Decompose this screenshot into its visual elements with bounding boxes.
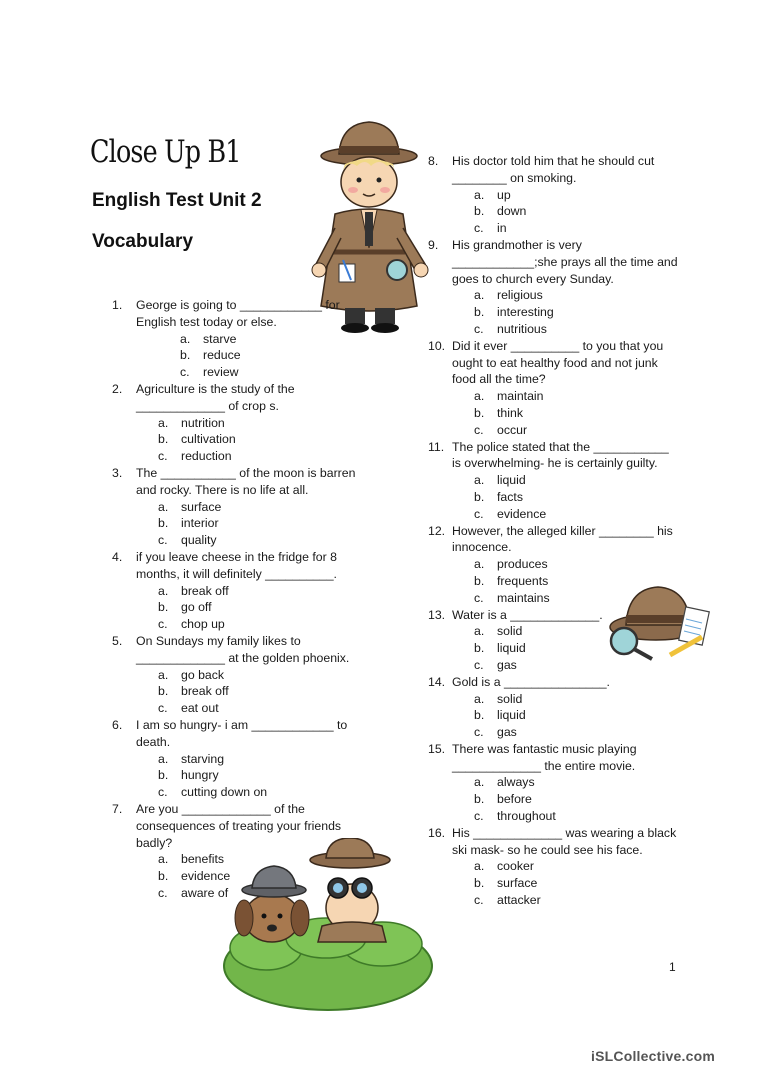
option-text: reduce (203, 348, 241, 363)
watermark: iSLCollective.com (591, 1048, 715, 1064)
option-letter: a. (474, 859, 485, 874)
option-letter: b. (158, 432, 169, 447)
option-text: evidence (181, 869, 231, 884)
question-number: 8. (428, 154, 439, 168)
option-text: attacker (497, 893, 541, 908)
option-letter: c. (474, 590, 484, 605)
question-stem: Water is a _____________. (452, 607, 603, 622)
option-text: eat out (181, 701, 219, 716)
option-letter: c. (158, 617, 168, 632)
option-text: interior (181, 516, 219, 531)
question-number: 13. (428, 607, 446, 622)
option-letter: c. (158, 885, 168, 900)
option-letter: a. (474, 775, 485, 790)
question-stem: Are you _____________ of the consequences of treating your friends badly? (136, 801, 342, 850)
option-letter: c. (474, 893, 484, 908)
option-letter: a. (158, 583, 169, 598)
question-item (428, 523, 680, 607)
option-text: gas (497, 657, 517, 672)
question-item (112, 297, 367, 381)
option-text: always (497, 775, 535, 790)
option-text: liquid (497, 473, 526, 488)
option-letter: a. (474, 624, 485, 639)
option-letter: c. (180, 365, 190, 380)
question-stem: if you leave cheese in the fridge for 8 months, it will definitely __________. (136, 549, 337, 581)
option-text: surface (181, 499, 222, 514)
option-letter: b. (474, 876, 485, 891)
question-stem: His _____________ was wearing a black ski mask- so he could see his face. (452, 825, 677, 857)
option-letter: b. (158, 684, 169, 699)
question-item (112, 633, 367, 717)
answer-option (180, 347, 367, 364)
option-letter: b. (474, 573, 485, 588)
answer-option (158, 683, 367, 700)
answer-option (158, 868, 367, 885)
option-text: produces (497, 557, 548, 572)
option-text: starve (203, 331, 237, 346)
answer-option (158, 667, 367, 684)
option-text: cutting down on (181, 785, 268, 800)
question-item (428, 674, 680, 741)
option-letter: a. (158, 415, 169, 430)
answer-option (474, 657, 680, 674)
option-letter: a. (474, 288, 485, 303)
option-letter: b. (158, 516, 169, 531)
question-number: 15. (428, 741, 446, 756)
question-number: 11. (428, 439, 445, 454)
answer-option (474, 405, 680, 422)
answer-option (158, 499, 367, 516)
question-number: 16. (428, 825, 446, 840)
answer-option (474, 422, 680, 439)
question-number: 2. (112, 381, 123, 396)
option-letter: a. (158, 852, 169, 867)
question-number: 1. (112, 298, 123, 312)
option-text: religious (497, 288, 543, 303)
option-text: cultivation (181, 432, 236, 447)
question-stem: George is going to ____________ for English test today or else. (136, 298, 340, 329)
question-item (112, 717, 367, 801)
option-letter: a. (158, 499, 169, 514)
option-text: quality (181, 533, 217, 548)
question-item (428, 439, 680, 523)
question-number: 3. (112, 465, 123, 480)
option-text: evidence (497, 506, 547, 521)
option-text: maintains (497, 590, 550, 605)
answer-option (158, 431, 367, 448)
option-text: cooker (497, 859, 534, 874)
answer-option (474, 304, 680, 321)
option-text: occur (497, 422, 528, 437)
page-number: 1 (669, 960, 676, 974)
option-letter: c. (474, 221, 484, 236)
option-letter: a. (474, 691, 485, 706)
option-letter: b. (180, 348, 191, 363)
question-stem: The police stated that the ___________ is overwhelming- he is certainly guilty. (452, 439, 669, 471)
answer-option (474, 321, 680, 338)
option-text: benefits (181, 852, 225, 867)
option-text: before (497, 792, 532, 807)
option-letter: b. (474, 204, 485, 219)
answer-option (180, 331, 367, 348)
answer-option (474, 556, 680, 573)
option-text: reduction (181, 449, 232, 464)
answer-option (474, 707, 680, 724)
option-letter: c. (474, 657, 484, 672)
option-text: maintain (497, 389, 544, 404)
answer-option (474, 858, 680, 875)
answer-option (474, 691, 680, 708)
answer-option (158, 751, 367, 768)
question-item (428, 607, 680, 674)
question-stem: However, the alleged killer ________ his innocence. (452, 523, 673, 555)
answer-option (474, 640, 680, 657)
option-text: facts (497, 489, 523, 504)
option-letter: b. (158, 768, 169, 783)
option-letter: a. (180, 331, 191, 346)
option-text: chop up (181, 617, 225, 632)
option-letter: a. (474, 389, 485, 404)
question-number: 6. (112, 717, 123, 732)
answer-option (158, 415, 367, 432)
question-number: 5. (112, 633, 123, 648)
answer-option (158, 532, 367, 549)
question-stem: Gold is a _______________. (452, 674, 610, 689)
answer-option (474, 791, 680, 808)
question-stem: Agriculture is the study of the _____________ of crop s. (136, 381, 295, 413)
question-item (112, 381, 367, 465)
option-letter: c. (474, 506, 484, 521)
option-letter: a. (158, 751, 169, 766)
answer-option (474, 506, 680, 523)
option-letter: c. (158, 785, 168, 800)
option-letter: c. (474, 809, 484, 824)
answer-option (474, 623, 680, 640)
answer-option (474, 808, 680, 825)
option-text: solid (497, 624, 523, 639)
option-letter: b. (474, 792, 485, 807)
option-text: surface (497, 876, 538, 891)
option-text: throughout (497, 809, 556, 824)
question-item (428, 153, 680, 237)
option-text: up (497, 187, 511, 202)
section-title: Vocabulary (92, 231, 194, 252)
question-stem: His grandmother is very ____________;she prays all the time and goes to church every Sunday. (452, 237, 678, 286)
option-letter: c. (474, 422, 484, 437)
answer-option (158, 885, 367, 902)
option-text: aware of (181, 885, 229, 900)
option-text: down (497, 204, 527, 219)
option-letter: c. (158, 701, 168, 716)
answer-option (474, 875, 680, 892)
question-item (428, 741, 680, 825)
question-stem: Did it ever __________ to you that you ought to eat healthy food and not junk food all the time? (452, 338, 664, 387)
question-number: 14. (428, 674, 446, 689)
answer-option (158, 767, 367, 784)
question-number: 7. (112, 801, 123, 816)
option-letter: b. (474, 405, 485, 420)
answer-option (474, 489, 680, 506)
question-item (112, 549, 367, 633)
answer-option (180, 364, 367, 381)
answer-option (474, 590, 680, 607)
option-letter: c. (474, 725, 484, 740)
answer-option (474, 203, 680, 220)
answer-option (158, 448, 367, 465)
answer-option (158, 700, 367, 717)
answer-option (474, 724, 680, 741)
option-text: go off (181, 600, 212, 615)
question-item (112, 465, 367, 549)
question-stem: On Sundays my family likes to _____________ at the golden phoenix. (136, 633, 350, 665)
question-number: 9. (428, 237, 439, 252)
option-text: solid (497, 691, 523, 706)
answer-option (158, 784, 367, 801)
close-up-b1-logo: Close Up B1 (90, 134, 241, 170)
question-item (428, 338, 680, 439)
option-letter: a. (474, 473, 485, 488)
option-text: starving (181, 751, 225, 766)
answer-option (158, 599, 367, 616)
option-letter: b. (474, 708, 485, 723)
option-text: break off (181, 684, 229, 699)
question-number: 4. (112, 549, 123, 564)
question-stem: The ___________ of the moon is barren and rocky. There is no life at all. (136, 465, 356, 497)
option-text: liquid (497, 641, 526, 656)
option-text: hungry (181, 768, 219, 783)
option-letter: b. (474, 489, 485, 504)
answer-option (474, 573, 680, 590)
question-item (112, 801, 367, 902)
answer-option (474, 472, 680, 489)
option-letter: a. (474, 557, 485, 572)
question-number: 10. (428, 338, 446, 353)
option-letter: a. (158, 667, 169, 682)
option-text: break off (181, 583, 229, 598)
option-text: nutritious (497, 321, 547, 336)
option-text: gas (497, 725, 517, 740)
answer-option (474, 388, 680, 405)
option-letter: b. (474, 305, 485, 320)
option-letter: c. (158, 449, 168, 464)
option-text: in (497, 221, 507, 236)
question-stem: There was fantastic music playing _____________ the entire movie. (452, 741, 637, 773)
option-text: nutrition (181, 415, 225, 430)
option-text: liquid (497, 708, 526, 723)
right-question-column (428, 153, 680, 909)
answer-option (158, 616, 367, 633)
answer-option (474, 187, 680, 204)
option-letter: c. (158, 533, 168, 548)
test-title: English Test Unit 2 (92, 190, 262, 211)
option-text: interesting (497, 305, 554, 320)
option-letter: b. (474, 641, 485, 656)
answer-option (158, 515, 367, 532)
option-text: go back (181, 667, 225, 682)
question-number: 12. (428, 523, 446, 538)
question-stem: I am so hungry- i am ____________ to death. (136, 717, 348, 749)
option-letter: b. (158, 869, 169, 884)
question-stem: His doctor told him that he should cut ________ on smoking. (452, 154, 655, 185)
answer-option (474, 220, 680, 237)
option-letter: a. (474, 187, 485, 202)
option-letter: c. (474, 321, 484, 336)
option-text: think (497, 405, 523, 420)
answer-option (474, 892, 680, 909)
question-item (428, 825, 680, 909)
left-question-column (112, 297, 367, 902)
answer-option (158, 583, 367, 600)
answer-option (474, 774, 680, 791)
question-item (428, 237, 680, 338)
option-text: review (203, 365, 239, 380)
answer-option (474, 287, 680, 304)
answer-option (158, 851, 367, 868)
option-text: frequents (497, 573, 549, 588)
option-letter: b. (158, 600, 169, 615)
